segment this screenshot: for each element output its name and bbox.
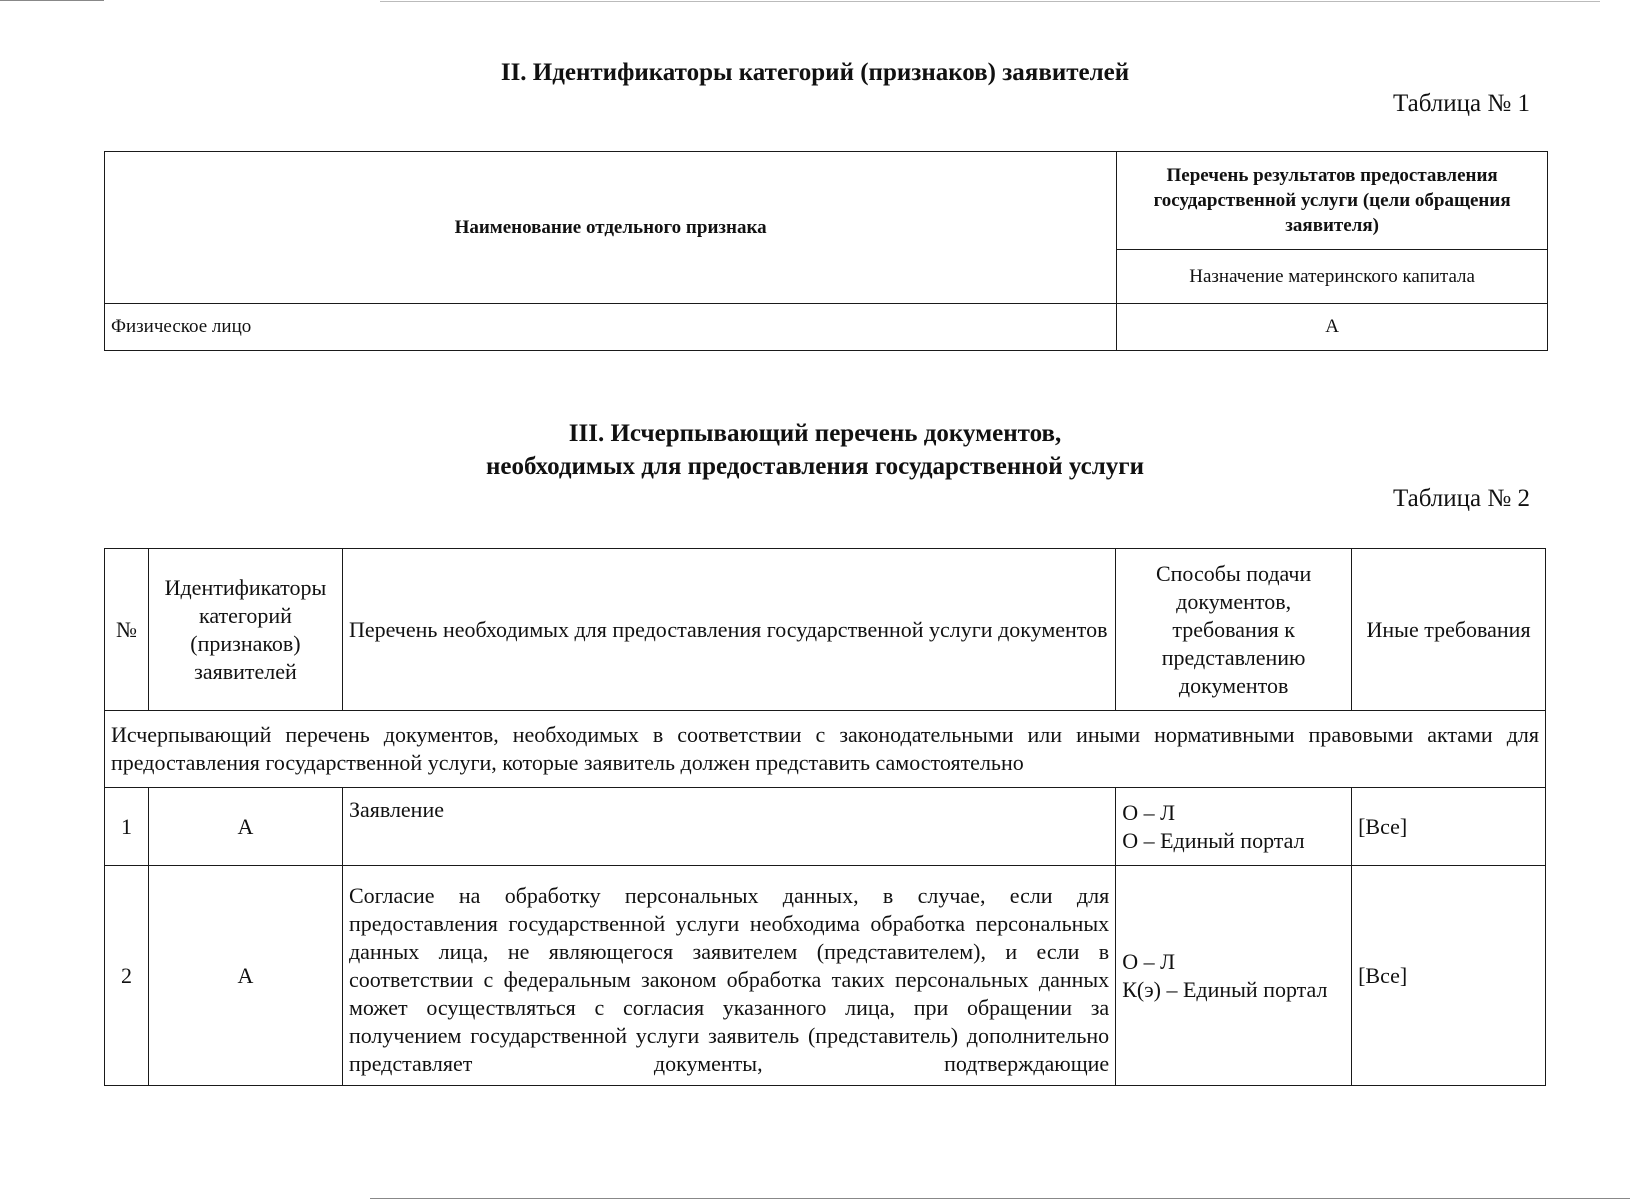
row-methods <box>1116 788 1352 866</box>
row-id: А <box>148 788 342 866</box>
section3-title-line2: необходимых для предоставления государственной услуги <box>486 453 1144 480</box>
table2-label: Таблица № 2 <box>1392 485 1530 512</box>
row-doc: Заявление <box>342 788 1115 866</box>
header-name: Наименование отдельного признака <box>105 152 1117 304</box>
group-row: Исчерпывающий перечень документов, необходимых в соответствии с законодательными или иными нормативными правовыми актами для предоставления государственной услуги, которые заявитель должен представить самостоятельно <box>105 711 1546 788</box>
scan-edge-top <box>380 1 1600 2</box>
row-method-1: О – Л <box>1122 948 1175 974</box>
row-method-1: О – Л <box>1122 799 1175 825</box>
scan-edge-bottom <box>370 1198 1630 1199</box>
section3-title-line1: III. Исчерпывающий перечень документов, <box>568 420 1062 447</box>
row-doc: Согласие на обработку персональных данных, в случае, если для предоставления государственной услуги необходима обработка персональных данных лица, не являющегося заявителем (представителем), и если в соответствии с федеральным законом обработка таких персональных данных может осуществляться с согласия указанного лица, при обращении за получением государственной услуги заявитель (представитель) дополнительно представляет документы, подтверждающие <box>342 866 1115 1086</box>
header-results: Перечень результатов предоставления государственной услуги (цели обращения заявителя) <box>1117 152 1548 250</box>
row-no: 1 <box>105 788 149 866</box>
col-methods: Способы подачи документов, требования к представлению документов <box>1116 549 1352 711</box>
row-no: 2 <box>105 866 149 1086</box>
table-row <box>105 788 1546 866</box>
col-docs: Перечень необходимых для предоставления государственной услуги документов <box>342 549 1115 711</box>
header-result-item: Назначение материнского капитала <box>1117 250 1548 304</box>
documents-table <box>104 548 1546 1086</box>
row-id: А <box>148 866 342 1086</box>
row-value: А <box>1117 304 1548 351</box>
col-no: № <box>105 549 149 711</box>
col-ids: Идентификаторы категорий (признаков) заявителей <box>148 549 342 711</box>
section2-title: II. Идентификаторы категорий (признаков) заявителей <box>500 59 1130 86</box>
row-method-2: К(э) – Единый портал <box>1122 976 1328 1002</box>
applicant-categories-table <box>104 151 1548 351</box>
row-other: [Все] <box>1352 866 1546 1086</box>
table1-label: Таблица № 1 <box>1392 90 1530 117</box>
col-other: Иные требования <box>1352 549 1546 711</box>
row-method-2: О – Единый портал <box>1122 827 1305 853</box>
row-other: [Все] <box>1352 788 1546 866</box>
table-row <box>105 866 1546 1086</box>
row-name: Физическое лицо <box>105 304 1117 351</box>
scan-edge-top-left <box>0 0 104 1</box>
row-methods <box>1116 866 1352 1086</box>
